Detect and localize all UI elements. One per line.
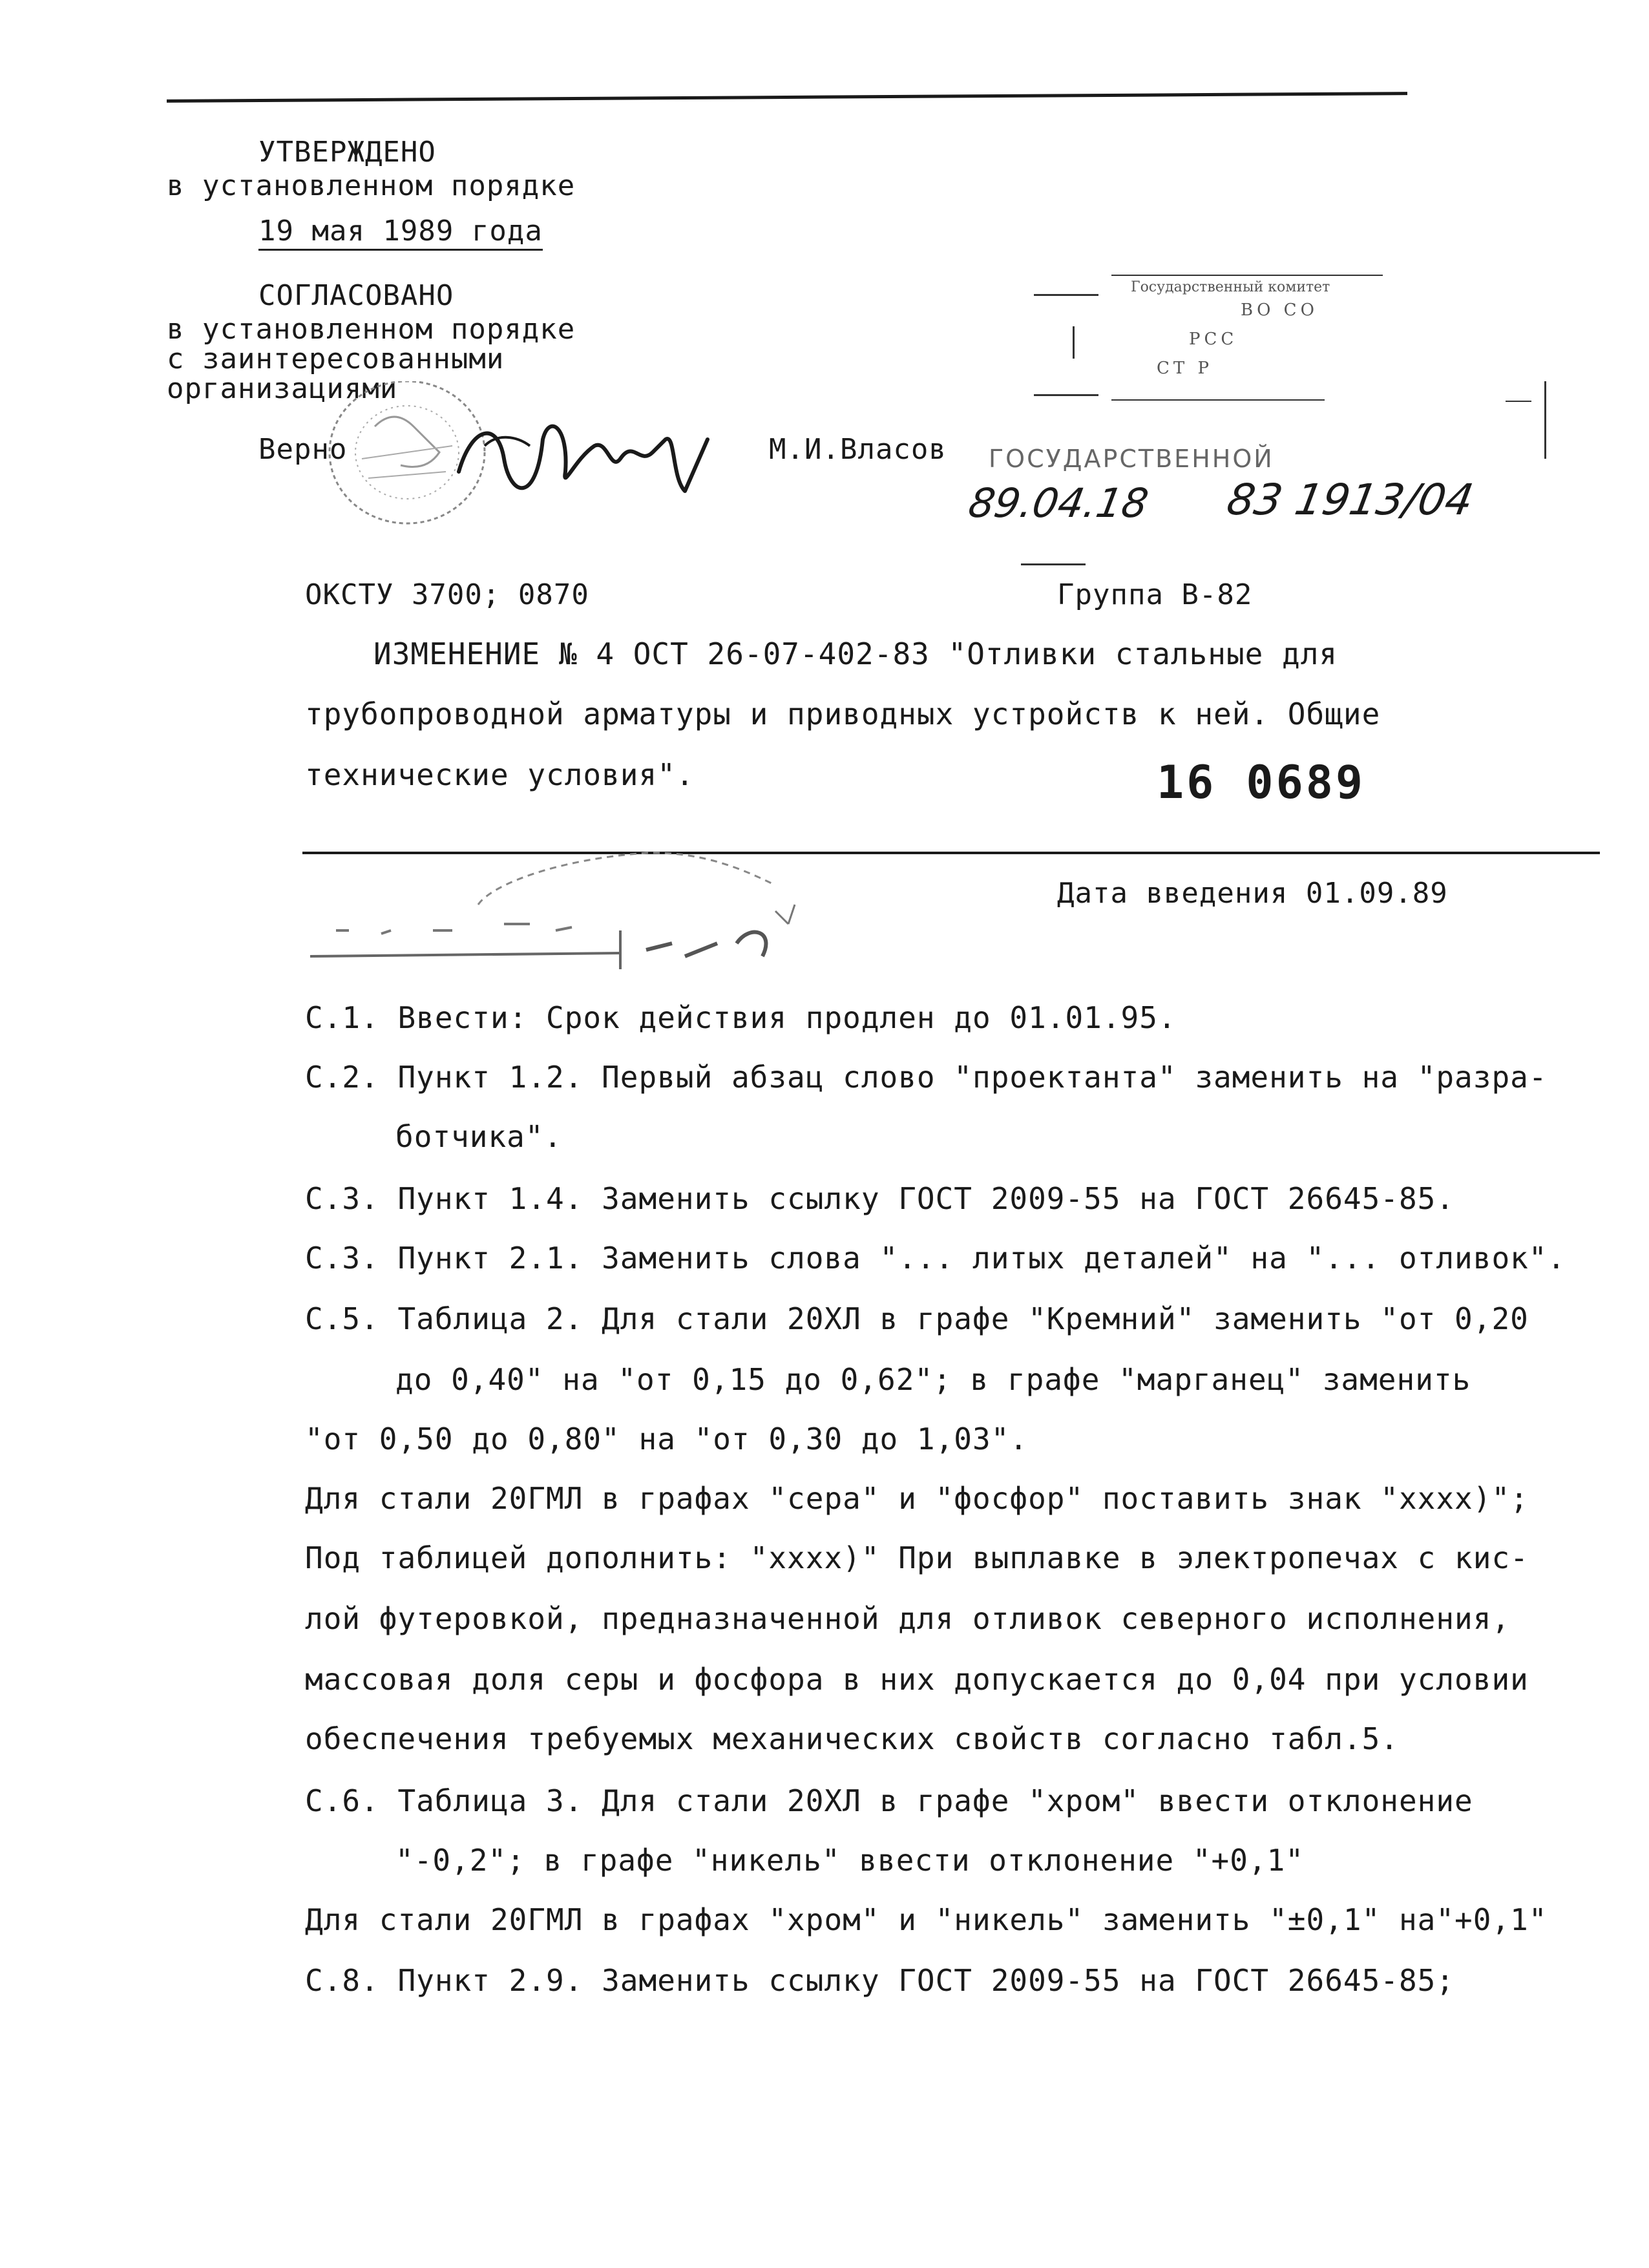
stamp-number: 16 0689 xyxy=(1157,756,1366,809)
body-line: бoтчика". xyxy=(395,1119,563,1154)
stamp-line2: ВО СО xyxy=(1241,300,1318,320)
title-line3: технические условия". xyxy=(305,757,695,792)
top-rule xyxy=(167,92,1407,103)
registration-number: 83 1913/04 xyxy=(1223,475,1477,525)
faded-stamp xyxy=(284,834,905,1002)
body-line: массовая доля серы и фосфора в них допускается до 0,04 при условии xyxy=(305,1662,1529,1697)
agreed-title: СОГЛАСОВАНО xyxy=(258,279,454,312)
stamp-line3: РСС xyxy=(1189,330,1238,349)
body-line: Для стали 20ГМЛ в графах "хром" и "никель" заменить "±0,1" на"+0,1" xyxy=(305,1902,1548,1937)
body-line: обеспечения требуемых механических свойств согласно табл.5. xyxy=(305,1721,1399,1756)
body-line: "от 0,50 до 0,80" на "от 0,30 до 1,03". xyxy=(305,1422,1029,1456)
approved-date: 19 мая 1989 года xyxy=(258,215,543,251)
body-line: "-0,2"; в графе "никель" ввести отклонение "+0,1" xyxy=(395,1843,1305,1878)
stamp-mid-rule-2 xyxy=(1111,399,1325,401)
body-line: С.1. Ввести: Срок действия продлен до 01.01.95. xyxy=(305,1000,1177,1035)
body-line: Для стали 20ГМЛ в графах "сера" и "фосфор" поставить знак "хххх)"; xyxy=(305,1481,1529,1516)
body-line: С.6. Таблица 3. Для стали 20ХЛ в графе "хром" ввести отклонение xyxy=(305,1783,1473,1818)
body-line: С.5. Таблица 2. Для стали 20ХЛ в графе "Кремний" заменить "от 0,20 xyxy=(305,1301,1529,1336)
stamp-bottom-rule xyxy=(1021,563,1086,565)
stamp-line5: ГОСУДАРСТВЕННОЙ xyxy=(989,445,1274,473)
stamp-right-tick xyxy=(1544,381,1546,459)
agreed-line3: организациями xyxy=(167,372,398,405)
approved-title: УТВЕРЖДЕНО xyxy=(258,136,436,169)
stamp-right-dash xyxy=(1506,401,1531,402)
body-line: С.3. Пункт 2.1. Заменить слова "... литых деталей" на "... отливок". xyxy=(305,1241,1566,1276)
stamp-line1: Государственный комитет xyxy=(1131,279,1330,295)
stamp-line4: СТ Р xyxy=(1157,359,1213,378)
body-line: С.8. Пункт 2.9. Заменить ссылку ГОСТ 2009-55 на ГОСТ 26645-85; xyxy=(305,1963,1455,1998)
body-line: С.3. Пункт 1.4. Заменить ссылку ГОСТ 2009-55 на ГОСТ 26645-85. xyxy=(305,1181,1455,1216)
body-line: лой футеровкой, предназначенной для отливок северного исполнения, xyxy=(305,1601,1511,1636)
oksti-code: ОКСТУ 3700; 0870 xyxy=(305,578,589,611)
title-line1: ИЗМЕНЕНИЕ № 4 ОСТ 26-07-402-83 "Отливки стальные для xyxy=(373,636,1338,671)
body-line: С.2. Пункт 1.2. Первый абзац слово "проектанта" заменить на "разра- xyxy=(305,1060,1548,1095)
stamp-top-rule xyxy=(1034,294,1098,296)
signatory-name: М.И.Власов xyxy=(769,433,947,466)
agreed-line2: с заинтересованными xyxy=(167,342,505,375)
body-line: до 0,40" на "от 0,15 до 0,62"; в графе "марганец" заменить xyxy=(395,1362,1471,1397)
registration-date: 89.04.18 xyxy=(965,479,1152,527)
title-line2: трубопроводной арматуры и приводных устройств к ней. Общие xyxy=(305,697,1381,731)
signature xyxy=(446,401,717,510)
group-code: Группа В-82 xyxy=(1057,578,1253,611)
approved-line: в установленном порядке xyxy=(167,169,576,202)
stamp-mid-rule xyxy=(1034,394,1098,396)
body-line: Под таблицей дополнить: "хххх)" При выплавке в электропечах с кис- xyxy=(305,1540,1529,1575)
stamp-left-tick xyxy=(1073,326,1075,359)
intro-date: Дата введения 01.09.89 xyxy=(1057,877,1448,910)
verno-label: Верно xyxy=(258,433,348,466)
stamp-top-rule-2 xyxy=(1111,275,1383,276)
agreed-line1: в установленном порядке xyxy=(167,313,576,346)
